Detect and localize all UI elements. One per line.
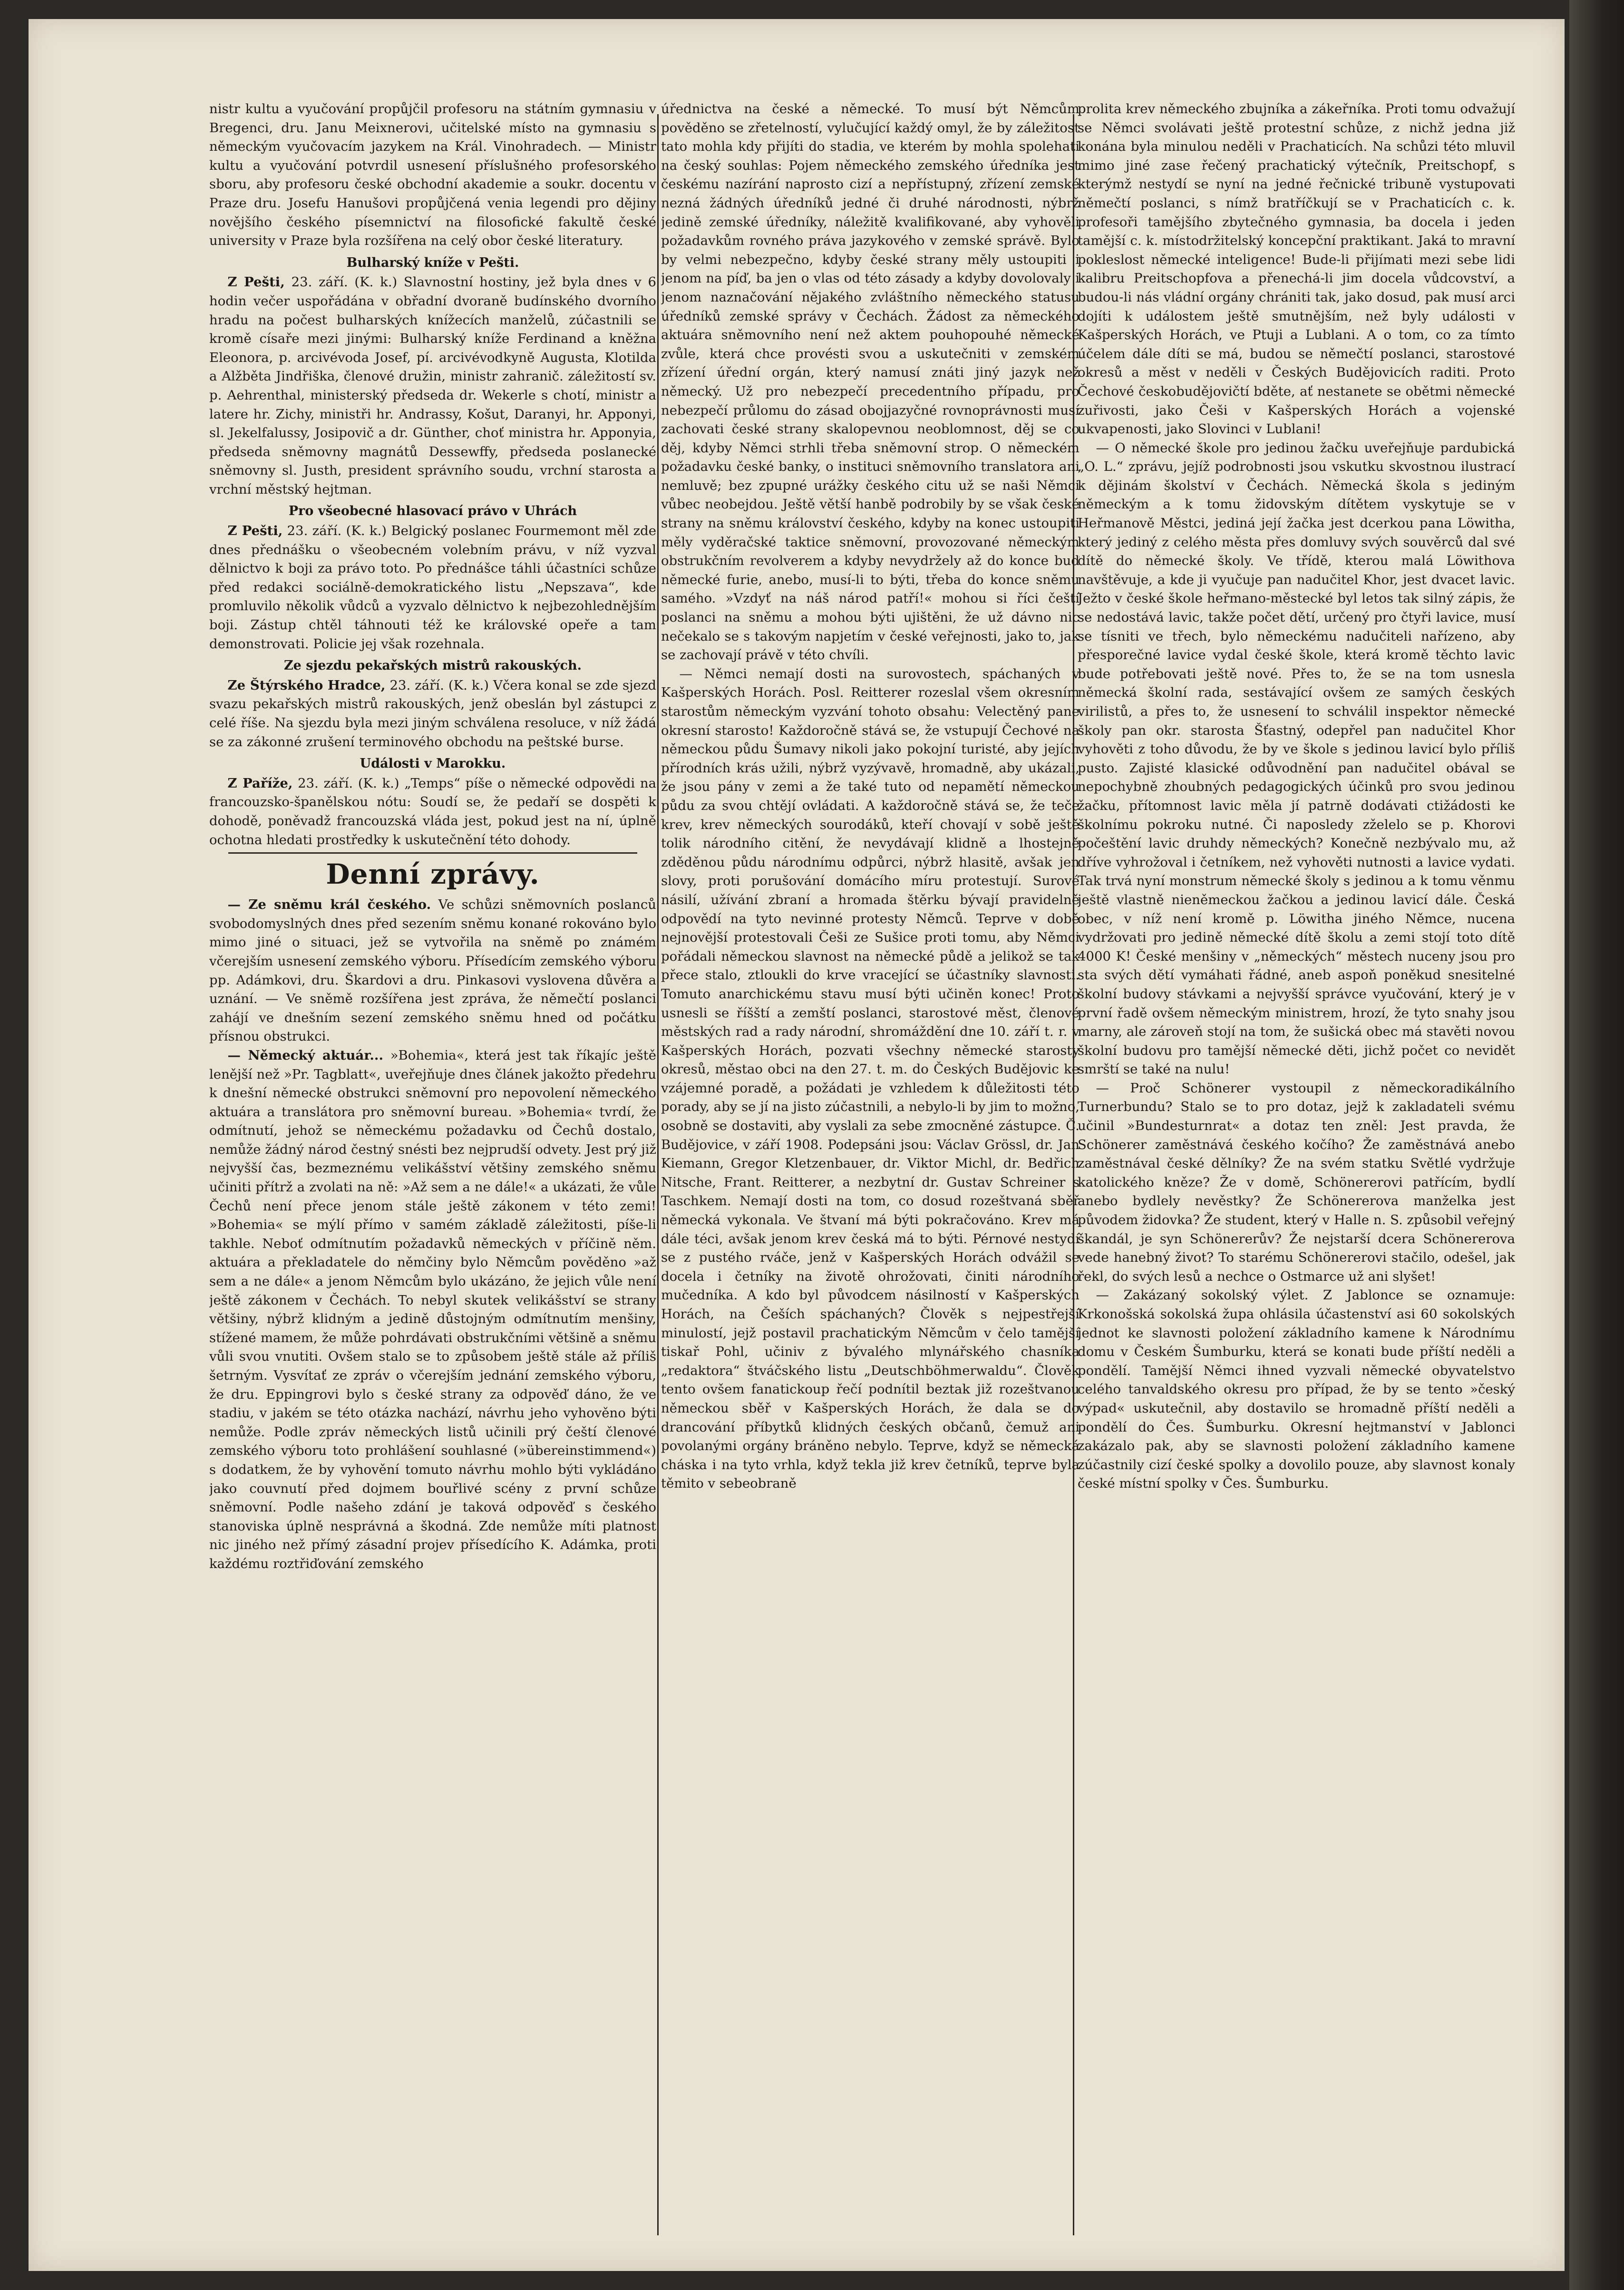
paragraph: prolita krev německého zbujníka a zákeřníka. Proti tomu odvažují se Němci svolávati ještě protestní schůze, z nichž jedna již konána byla minulou neděli v Prachaticích. Na schůzi této mluvil mimo jiné zase řečený prachatický výtečník, Preitschopf, s kterýmž nestydí se nyní na jedné řečnické tribuně vystupovati němečtí poslanci, s nímž bratříčkují se v Prachaticích c. k. profesoři tamějšího zbytečného gymnasia, ba docela i jeden tamější c. k. místodržitelský koncepční praktikant. Jaká to mravní pokleslost německé inteligence! Bude-li přijímati mezi sebe lidi kalibru Preitschopfova a přenechá-li jim docela vůdcovství, a budou-li nás vládní orgány chrániti tak, jako dosud, pak musí arci dojíti k událostem ještě smutnějším, než byly události v Kašperských Horách, ve Ptuji a Lublani. A o tom, co za tímto účelem dále díti se má, budou se němečtí poslanci, starostové okresů a měst v neděli v Českých Budějovicích raditi. Proto Čechové českobudějovičtí bděte, ať nestanete se obětmi německé zuřivosti, jako Češi v Kašperských Horách a vojenské ukvapenosti, jako Slovinci v Lublani! (1078, 101, 1515, 437)
top-paragraph: nistr kultu a vyučování propůjčil profesoru na státním gymnasiu v Bregenci, dru. Janu Meixnerovi, učitelské místo na gymnasiu s německým vyučovacím jazykem na Král. Vinohradech. — Ministr kultu a vyučování potvrdil usnesení příslušného profesorského sboru, aby profesoru české obchodní akademie a soukr. docentu v Praze dru. Josefu Hanušovi propůjčená venia legendi pro dějiny novějšího českého písemnictví na filosofické fakultě české university v Praze byla rozšířena na celý obor české literatury. (209, 101, 656, 249)
section-body: 23. září. (K. k.) Belgický poslanec Fourmemont měl zde dnes přednášku o všeobecném volebním právu, v níž vyzval dělnictvo k boji za právo toto. Po přednášce táhli účastníci schůze před redakci sociálně-demokratického listu „Nepszava“, kde promluvilo několik vůdců a vyzvalo dělnictvo k nejbezohlednějším boji. Zástup chtěl táhnouti též ke královské opeře a tam demonstrovati. Policie jej však rozehnala. (209, 523, 656, 652)
paragraph: — Proč Schönerer vystoupil z německoradikálního Turnerbundu? Stalo se to pro dotaz, jejž k zakladateli svému učinil »Bundesturnrat« a dotaz ten zněl: Jest pravda, že Schönerer zaměstnává českého kočího? Že zaměstnává anebo zaměstnával české dělníky? Že na svém statku Světlé vydržuje katolického kněze? Že v domě, Schönererovi patřícím, bydlí anebo bydlely nevěstky? Že Schönererova manželka jest původem židovka? Že student, který v Halle n. S. způsobil veřejný škandál, je syn Schönererův? Že nejstarší dcera Schönererova vede hanebný život? To starému Schönererovi stačilo, odešel, jak řekl, do svých lesů a nechce o Ostmarce už ani slyšet! (1078, 1080, 1515, 1284)
section-heading: Pro všeobecné hlasovací právo v Uhrách (288, 504, 577, 519)
daily-news-heading: Denní zprávy. (326, 858, 540, 891)
dateline: Z Paříže, (227, 775, 293, 791)
section-text (209, 273, 656, 499)
column-rule (657, 114, 659, 2235)
column-2 (661, 100, 1079, 2240)
section-body: 23. září. (K. k.) Včera konal se zde sjezd svazu pekařských mistrů rakouských, jenž obeslán byl zástupci z celé říše. Na sjezdu byla mezi jiným schválena resoluce, v níž žádá se za zákonné zrušení terminového obchodu na peštské burse. (209, 677, 656, 750)
section-text (209, 522, 656, 653)
news-item (209, 1046, 656, 1574)
section-divider (228, 852, 637, 854)
news-body: Ve schůzi sněmovních poslanců svobodomyslných dnes před sezením sněmu konané rokováno bylo mimo jiné o situaci, jež se vytvořila na sněmě po známém včerejším usnesení zemského výboru. Přísedícím zemského výboru pp. Adámkovi, dru. Škardovi a dru. Pinkasovi vyslovena důvěra a uznání. — Ve sněmě rozšířena jest zpráva, že němečtí poslanci zahájí ve dnešním sezení zemského sněmu hned od počátku přísnou obstrukci. (209, 897, 656, 1044)
section-heading: Bulharský kníže v Pešti. (346, 255, 519, 270)
page-edge (1569, 0, 1624, 2290)
column-3 (1078, 100, 1515, 2240)
paragraph: — Němci nemají dosti na surovostech, spáchaných v Kašperských Horách. Posl. Reitterer rozeslal všem okresním starostům německým vyzvání tohoto obsahu: Velectěný pane okresní starosto! Každoročně stává se, že vstupují Čechové na německou půdu Šumavy nikoli jako pokojní turisté, aby jejích přírodních krás užili, nýbrž vyzývavě, hromadně, aby ukázali, že jsou pány v zemi a že také tuto od nepamětí německou půdu za svou chtějí ovládati. A každoročně stává se, že teče krev, krev německých sourodáků, kteří chovají v sobě ještě tolik národního citění, že nevydávají klidně a lhostejně zděděnou půdu národnímu odpůrci, nýbrž hlasitě, avšak jen slovy, proti porušování domácího míru protestují. Surové násilí, užívání zbraní a hromada štěrku bývají pravidelně odpovědí na tyto nevinné protesty Němců. Teprve v době nejnovější protestovali Češi ze Sušice proti tomu, aby Němci pořádali německou slavnost na německé půdě a jelikož se tak přece stalo, ztloukli do krve vracející se účastníky slavnosti. Tomuto anarchickému stavu musí býti učiněn konec! Proto usnesli se říšští a zemští poslanci, starostové měst, členové městských rad a rady národní, shromáždění dne 10. září t. r. v Kašperských Horách, pozvati všechny německé starosty okresů, městao obci na den 27. t. m. do Českých Budějovic ke vzájemné poradě, a požádati je vzhledem k důležitosti této porady, aby se jí na jisto zúčastnili, a nebylo-li by jim to možno, osobně se dostaviti, aby vyslali za sebe zmocněné zástupce. Č. Budějovice, v září 1908. Podepsáni jsou: Václav Grössl, dr. Jan Kiemann, Gregor Kletzenbauer, dr. Viktor Michl, dr. Bedřich Nitsche, Frant. Reitterer, a nezbytní dr. Gustav Schreiner s Taschkem. Nemají dosti na tom, co dosud rozeštvaná sběř německá vykonala. Ve štvaní má býti pokračováno. Krev má dále téci, avšak jenom krev česká má to býti. Pérnové nestydí se z pustého rváče, jenž v Kašperských Horách odvážil se docela i četníky na životě ohrožovati, činiti národního mučedníka. A kdo byl původcem násilností v Kašperských Horách, na Češích spáchaných? Člověk s nejpestřejší minulostí, jejž postavil prachatickým Němcům v čelo tamější tiskař Pohl, učiniv z bývalého mlynářského chasníka „redaktora“ štváčského listu „Deutschböhmerwaldu“. Člověk tento ovšem fanatickoup řečí podnítil beztak již rozeštvanou německou sběř v Kašperských Horách, že dala se do drancování příbytků klidných českých občanů, čemuž ani povolanými orgány bráněno nebylo. Teprve, když se německá cháska i na tyto vrhla, když tekla již krev četníků, teprve byla těmito v sebeobraně (661, 666, 1079, 1491)
news-item (209, 896, 656, 1046)
paragraph: úřednictva na české a německé. To musí být Němcům pověděno se zřetelností, vylučující každý omyl, že by záležitost tato mohla kdy přijíti do stadia, ve kterém by mohla spolehati na český souhlas: Pojem německého zemského úředníka jest českému nazírání naprosto cizí a nepřístupný, zřízení zemské nezná žádných úředníků jedné či druhé národnosti, nýbrž jedině zemské úředníky, náležitě kvalifikované, aby vyhověli požadavkům rovného práva jazykového v zemské správě. Bylo by velmi nebezpečno, kdyby české strany měly ustoupiti i jenom na píď, ba jen o vlas od této zásady a kdyby dovolovaly i jenom naznačování nějakého zvláštního německého statusu úředníků zemské správy v Čechách. Žádost za německého aktuára sněmovního není než aktem pouhopouhé německé zvůle, která chce provésti svou a uskutečniti v zemském zřízení úřední orgán, který namusí znáti jiný jazyk než německý. Už pro nebezpečí precedentního případu, pro nebezpečí průlomu do zásad obojjazyčné rovnoprávnosti musí zachovati české strany skalopevnou neoblomnost, děj se co děj, kdyby Němci strhli třeba sněmovní strop. O německém požadavku české banky, o instituci sněmovního translatora ani nemluvě; bez zpupné urážky českého citu už se naši Němci vůbec neobejdou. Ještě větší hanbě podrobily by se však české strany na sněmu království českého, kdyby na konec ustoupiti měly vyděračské taktice sněmovní, provozované německým obstrukčním revolverem a kdyby nevydržely až do konce buď německé furie, anebo, musí-li to býti, třeba do konce sněmu samého. »Vzdyť na náš národ patří!« mohou si říci čeští poslanci na sněmu a mohou býti ujištěni, že už dávno nic nečekalo se s takovým napjetím v české veřejnosti, jako to, jak se zachovají právě v této chvíli. (661, 101, 1079, 663)
column-1 (209, 100, 656, 2240)
news-title: — Německý aktuár... (227, 1047, 384, 1063)
section-text (209, 774, 656, 849)
paragraph: — O německé škole pro jedinou žačku uveřejňuje pardubická „O. L.“ zprávu, jejíž podrobnosti jsou vskutku skvostnou ilustrací k dějinám školství v Čechách. Německá škola s jediným německým a k tomu židovským dítětem vyskytuje se v Heřmanově Městci, jediná její žačka jest dcerkou pana Löwitha, který jediný z celého města přes domluvy svých souvěrců dal své dítě do německé školy. Ve třídě, kterou malá Löwithova navštěvuje, a kde ji vyučuje pan nadučitel Khor, jest dvacet lavic. Ježto v české škole heřmano-městecké byl letos tak silný zápis, že se nedostává lavic, takže počet dětí, určený pro čtyři lavice, musí se tísniti ve třech, bylo německému nadučiteli nařízeno, aby přesporečné lavice vydal české škole, která kromě těchto lavic bude potřebovati ještě nové. Přes to, že se na tom usnesla německá školní rada, sestávající ovšem ze samých českých virilistů, a přes to, že usnesení to schválil inspektor německé školy pan okr. starosta Šťastný, odepřel pan nadučitel Khor vyhověti z toho důvodu, že by ve škole s jedinou lavicí bylo příliš pusto. Zajisté klasické odůvodnění pan nadučitel obával se nepochybně zhoubných pedagogických účinků pro svou jedinou žačku, přítomnost lavic měla jí patrně dodávati ctižádosti ke školnímu pokroku nutné. Či naposledy zželelo se p. Khorovi počeštění lavic druhdy německých? Konečně nezbývalo mu, až dříve vyhrožoval i četníkem, než vyhověti nutnosti a lavice vydati. Tak trvá nyní monstrum německé školy s jedinou a k tomu věnmu ještě vlastně nieněmeckou žačkou a jedinou lavicí dále. Česká obec, v níž není kromě p. Löwitha jiného Němce, nucena vydržovati pro jedině německé dítě školu a zemi stojí toto dítě 4000 K! České menšiny v „německých“ městech nuceny jsou pro sta svých dětí vymáhati řádné, aneb aspoň poněkud snesitelné školní budovy stávkami a nejvyšší správce vyučování, který je v první řadě ovšem německým ministrem, hrozí, že tyto snahy jsou marny, ale zároveň stojí na tom, že sušická obec má stavěti novou školní budovu pro tamější německé děti, jichž počet co nevidět smrští se také na nulu! (1078, 440, 1515, 1077)
news-body: »Bohemia«, která jest tak říkajíc ještě lenější než »Pr. Tagblatt«, uveřejňuje dnes článek jakožto předehru k dnešní německé obstrukci sněmovní pro nepovolení německého aktuára a translátora pro sněmovní bureau. »Bohemia« tvrdí, že odmítnutí, jehož se německému požadavku od Čechů dostalo, nemůže žádný národ čestný snésti bez nejprudší odvety. Jest prý již nejvyšší čas, bezmeznému velikášství většiny zemského sněmu učiniti přítrž a zvolati na ně: »Až sem a ne dále!« a ukázati, že vůle Čechů není přece jenom stále ještě zákonem v této zemi! »Bohemia« se mýlí přímo v samém základě záležitosti, píše-li takhle. Neboť odmítnutím požadavků německých v příčině něm. aktuára a překladatele do němčiny bylo Němcům pověděno »až sem a ne dále« a jenom Němcům bylo ukázáno, že jejich vůle není ještě zákonem v Čechách. To nebyl skutek velikášství se strany většiny, nýbrž klidným a jedině důstojným odmítnutím menšiny, stížené mamem, že může pohrdávati obstrukčními většině a sněmu vůli svou vnutiti. Ovšem stalo se to způsobem ještě stále až příliš šetrným. Vysvítať ze zpráv o včerejším jednání zemského výboru, že dru. Eppingrovi bylo s české strany za odpověď dáno, že ve stadiu, v jakém se této otázka nachází, návrhu jeho vyhověno býti nemůže. Podle zpráv německých listů učinili prý čeští členové zemského výboru toto prohlášení souhlasné (»übereinstimmend«) s dodatkem, že by vyhovění tomuto návrhu mohlo býti vykládáno jako couvnutí před dojmem bouřlivé scény z první schůze sněmovní. Podle našeho zdání je taková odpověď s českého stanoviska úplně nesprávná a škodná. Zde nemůže míti platnost nic jiného než přímý zásadní projev přísedícího K. Adámka, proti každému roztřiďování zemského (209, 1047, 656, 1571)
dateline: Z Pešti, (227, 523, 283, 539)
newspaper-page (29, 19, 1565, 2271)
news-title: — Ze sněmu král českého. (227, 897, 431, 913)
dateline: Z Pešti, (227, 274, 285, 290)
section-body: 23. září. (K. k.) Slavnostní hostiny, jež byla dnes v 6 hodin večer uspořádána v obřadní dvoraně budínského dvorního hradu na počest bulharských knížecích manželů, zúčastnili se kromě císaře mezi jinými: Bulharský kníže Ferdinand a kněžna Eleonora, p. arcivévoda Josef, pí. arcivévodkyně Augusta, Klotilda a Alžběta Jindřiška, členové družin, ministr zahranič. záležitostí sv. p. Aehrenthal, ministerský předseda dr. Wekerle s chotí, ministr a latere hr. Zichy, ministři hr. Andrassy, Košut, Daranyi, hr. Apponyi, sl. Jekelfalussy, Josipovič a dr. Günther, choť ministra hr. Apponyia, předseda sněmovny magnátů Dessewffy, předseda poslanecké sněmovny sl. Justh, president správního soudu, vrchní starosta a vrchní městský hejtman. (209, 274, 656, 497)
section-text (209, 676, 656, 751)
section-heading: Ze sjezdu pekařských mistrů rakouských. (283, 658, 582, 673)
section-heading: Události v Marokku. (360, 756, 506, 771)
paragraph: — Zakázaný sokolský výlet. Z Jablonce se oznamuje: Krkonošská sokolská župa ohlásila účastenství asi 60 sokolských jednot ke slavnosti položení základního kamene k Národnímu domu v Českém Šumburku, která se konati bude příští neděli a pondělí. Tamější Němci ihned vyzvali německé obyvatelstvo celého tanvaldského okresu pro případ, že by se tento »český výpad« uskutečnil, aby dostavilo se hromadně příští neděli a pondělí do Čes. Šumburku. Okresní hejtmanství v Jablonci zakázalo pak, aby se slavnosti položení základního kamene zúčastnily cizí české spolky a dovolilo pouze, aby slavnost konaly české místní spolky v Čes. Šumburku. (1078, 1287, 1515, 1491)
dateline: Ze Štýrského Hradce, (227, 677, 386, 693)
section-body: 23. září. (K. k.) „Temps“ píše o německé odpovědi na francouzsko-španělskou nótu: Soudí se, že pedaří se dospěti k dohodě, poněvadž francouzská vláda jest, pokud jest na ní, úplně ochotna hledati prostředky k uskutečnění této dohody. (209, 775, 656, 848)
